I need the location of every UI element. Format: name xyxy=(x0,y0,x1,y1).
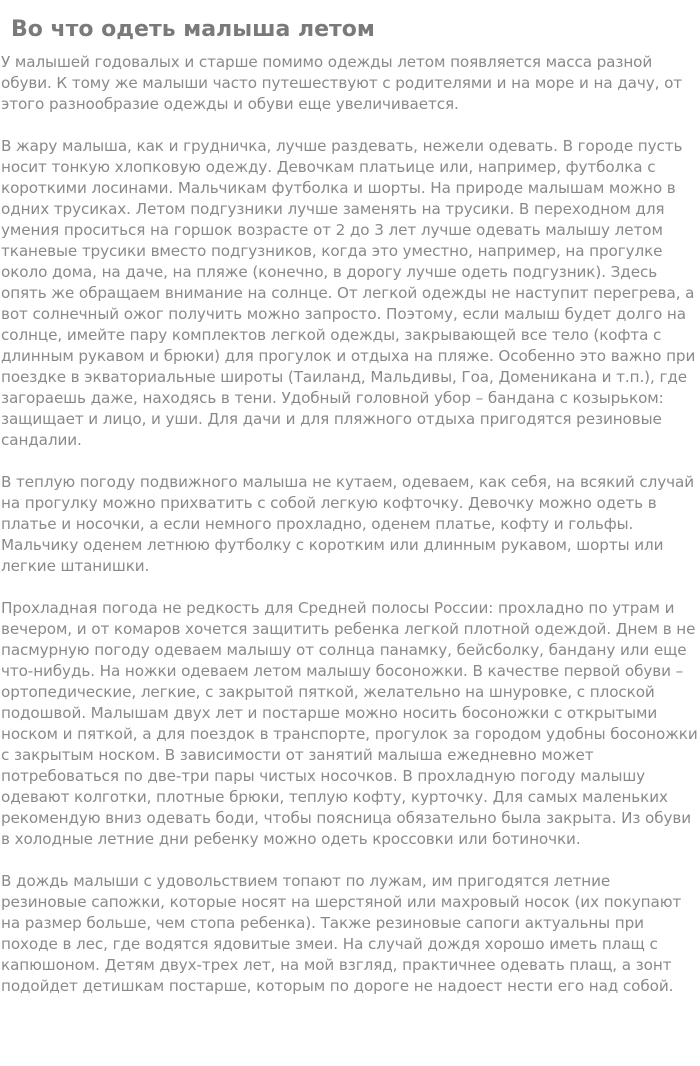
paragraph-cool-weather: Прохладная погода не редкость для Средней полосы России: прохладно по утрам и вечером, и от комаров хочется защитить ребенка легкой плотной одеждой. Днем в не пасмурную погоду одеваем малышу от солнца панамку, бейсболку, бандану или еще что-нибудь. На ножки одеваем летом малышу босоножки. В качестве первой обуви – ортопедические, легкие, с закрытой пяткой, желательно на шнуровке, с плоской подошвой. Малышам двух лет и постарше можно носить босоножки с открытыми носком и пяткой, а для поездок в транспорте, прогулок за городом удобны босоножки с закрытым носком. В зависимости от занятий малыша ежедневно может потребоваться по две-три пары чистых носочков. В прохладную погоду малышу одевают колготки, плотные брюки, теплую кофту, курточку. Для самых маленьких рекомендую вниз одевать боди, чтобы поясница обязательно была закрыта. Из обуви в холодные летние дни ребенку можно одеть кроссовки или ботиночки. xyxy=(1,599,698,848)
paragraph-rainy-weather: В дождь малыши с удовольствием топают по лужам, им пригодятся летние резиновые сапожки, которые носят на шерстяной или махровый носок (их покупают на размер больше, чем стопа ребенка). Также резиновые сапоги актуальны при походе в лес, где водятся ядовитые змеи. На случай дождя хорошо иметь плащ с капюшоном. Детям двух-трех лет, на мой взгляд, практичнее одевать плащ, а зонт подойдет детишкам постарше, которым по дороге не надоест нести его над собой. xyxy=(1,872,682,995)
paragraph-hot-weather: В жару малыша, как и грудничка, лучше раздевать, нежели одевать. В городе пусть носит тонкую хлопковую одежду. Девочкам платьице или, например, футболка с короткими лосинами. Мальчикам футболка и шорты. На природе малышам можно в одних трусиках. Летом подгузники лучше заменять на трусики. В переходном для умения проситься на горшок возрасте от 2 до 3 лет лучше одевать малышу летом тканевые трусики вместо подгузников, когда это уместно, например, на прогулке около дома, на даче, на пляже (конечно, в дорогу лучше одеть подгузник). Здесь опять же обращаем внимание на солнце. От легкой одежды не наступит перегрева, а вот солнечный ожог получить можно запросто. Поэтому, если малыш будет долго на солнце, имейте пару комплектов легкой одежды, закрывающей все тело (кофта с длинным рукавом и брюки) для прогулок и отдыха на пляже. Особенно это важно при поездке в экваториальные широты (Таиланд, Мальдивы, Гоа, Доменикана и т.п.), где загораешь даже, находясь в тени. Удобный головной убор – бандана с козырьком: защищает и лицо, и уши. Для дачи и для пляжного отдыха пригодятся резиновые сандалии. xyxy=(1,137,696,449)
paragraph-warm-weather: В теплую погоду подвижного малыша не кутаем, одеваем, как себя, на всякий случай на прогулку можно прихватить с собой легкую кофточку. Девочку можно одеть в платье и носочки, а если немного прохладно, оденем платье, кофту и гольфы. Мальчику оденем летнюю футболку с коротким или длинным рукавом, шорты или легкие штанишки. xyxy=(1,473,695,575)
article-title: Во что одеть малыша летом xyxy=(11,17,375,42)
paragraph-intro: У малышей годовалых и старше помимо одежды летом появляется масса разной обуви. К тому же малыши часто путешествуют с родителями и на море и на дачу, от этого разнообразие одежды и обуви еще увеличивается. xyxy=(1,53,683,113)
